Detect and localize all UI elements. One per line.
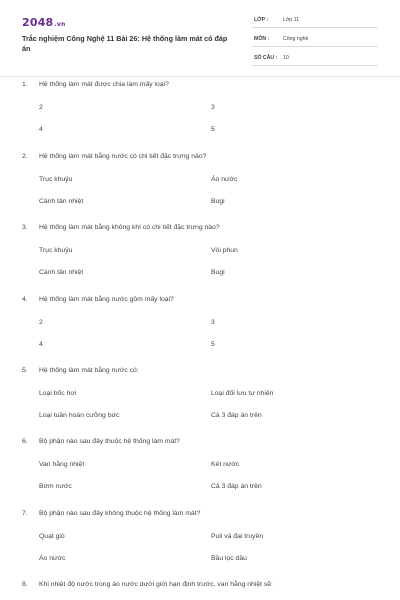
question-number: 2.	[22, 153, 28, 160]
answer-option[interactable]: Bơm nước	[39, 483, 72, 490]
question-text: Hệ thống làm mát được chia làm mấy loại?	[39, 81, 169, 88]
answer-option[interactable]: 5	[211, 126, 215, 133]
answer-option[interactable]: 2	[39, 104, 43, 111]
answer-option[interactable]: Két nước	[211, 461, 240, 468]
answer-option[interactable]: Cánh tản nhiệt	[39, 269, 84, 276]
question-number: 5.	[22, 367, 28, 374]
answer-option[interactable]: 4	[39, 341, 43, 348]
meta-value: Công nghệ	[283, 36, 309, 42]
page-header	[0, 0, 400, 76]
meta-panel	[252, 14, 378, 71]
question-number: 3.	[22, 224, 28, 231]
answer-option[interactable]: Áo nước	[211, 176, 238, 183]
meta-value: 10	[283, 55, 289, 61]
question-text: Hệ thống làm mát bằng nước có:	[39, 367, 139, 374]
answer-option[interactable]: Trục khuỷu	[39, 247, 73, 254]
answer-option[interactable]: Puli và đai truyền	[211, 533, 264, 540]
answer-option[interactable]: Cả 3 đáp án trên	[211, 483, 262, 490]
question-text: Bộ phận nào sau đây thuộc hệ thống làm mát?	[39, 438, 180, 445]
answer-option[interactable]: 4	[39, 126, 43, 133]
question-text: Hệ thống làm mát bằng không khí có chi tiết đặc trưng nào?	[39, 224, 220, 231]
question-number: 8.	[22, 581, 28, 588]
answer-option[interactable]: Loại đối lưu tự nhiên	[211, 390, 274, 397]
question-number: 1.	[22, 81, 28, 88]
meta-label: LỚP :	[254, 17, 269, 23]
header-divider	[0, 76, 400, 77]
answer-option[interactable]: 3	[211, 319, 215, 326]
answer-option[interactable]: Vòi phun	[211, 247, 238, 254]
answer-option[interactable]: Bugi	[211, 269, 225, 276]
answer-option[interactable]: 3	[211, 104, 215, 111]
answer-option[interactable]: Loại bốc hơi	[39, 390, 77, 397]
answer-option[interactable]: Áo nước	[39, 555, 66, 562]
meta-row-class	[252, 14, 378, 28]
answer-option[interactable]: 5	[211, 341, 215, 348]
question-number: 6.	[22, 438, 28, 445]
answer-option[interactable]: Trục khuỷu	[39, 176, 73, 183]
site-logo[interactable]	[22, 16, 65, 29]
answer-option[interactable]: Loại tuần hoàn cưỡng bức	[39, 412, 120, 419]
logo-text: 2048	[22, 16, 54, 29]
answer-option[interactable]: Quạt gió	[39, 533, 65, 540]
answer-option[interactable]: Bầu lọc dầu	[211, 555, 247, 562]
meta-row-subject	[252, 33, 378, 47]
question-text: Khi nhiệt độ nước trong áo nước dưới giới hạn định trước, van hằng nhiệt sẽ:	[39, 581, 273, 588]
answer-option[interactable]: Van hằng nhiệt	[39, 461, 85, 468]
question-text: Hệ thống làm mát bằng nước có chi tiết đặc trưng nào?	[39, 153, 207, 160]
meta-label: MÔN :	[254, 36, 270, 42]
meta-label: SỐ CÂU :	[254, 55, 278, 61]
answer-option[interactable]: Cánh tản nhiệt	[39, 198, 84, 205]
question-number: 4.	[22, 296, 28, 303]
question-text: Hệ thống làm mát bằng nước gồm mấy loại?	[39, 296, 174, 303]
question-text: Bộ phận nào sau đây không thuộc hệ thống làm mát?	[39, 510, 201, 517]
logo-suffix: .vn	[54, 21, 66, 28]
answer-option[interactable]: Bugi	[211, 198, 225, 205]
question-number: 7.	[22, 510, 28, 517]
answer-option[interactable]: Cả 3 đáp án trên	[211, 412, 262, 419]
answer-option[interactable]: 2	[39, 319, 43, 326]
meta-row-count	[252, 52, 378, 66]
page-title: Trắc nghiệm Công Nghệ 11 Bài 26: Hệ thống làm mát có đáp án	[22, 34, 228, 53]
meta-value: Lớp 11	[283, 17, 299, 23]
